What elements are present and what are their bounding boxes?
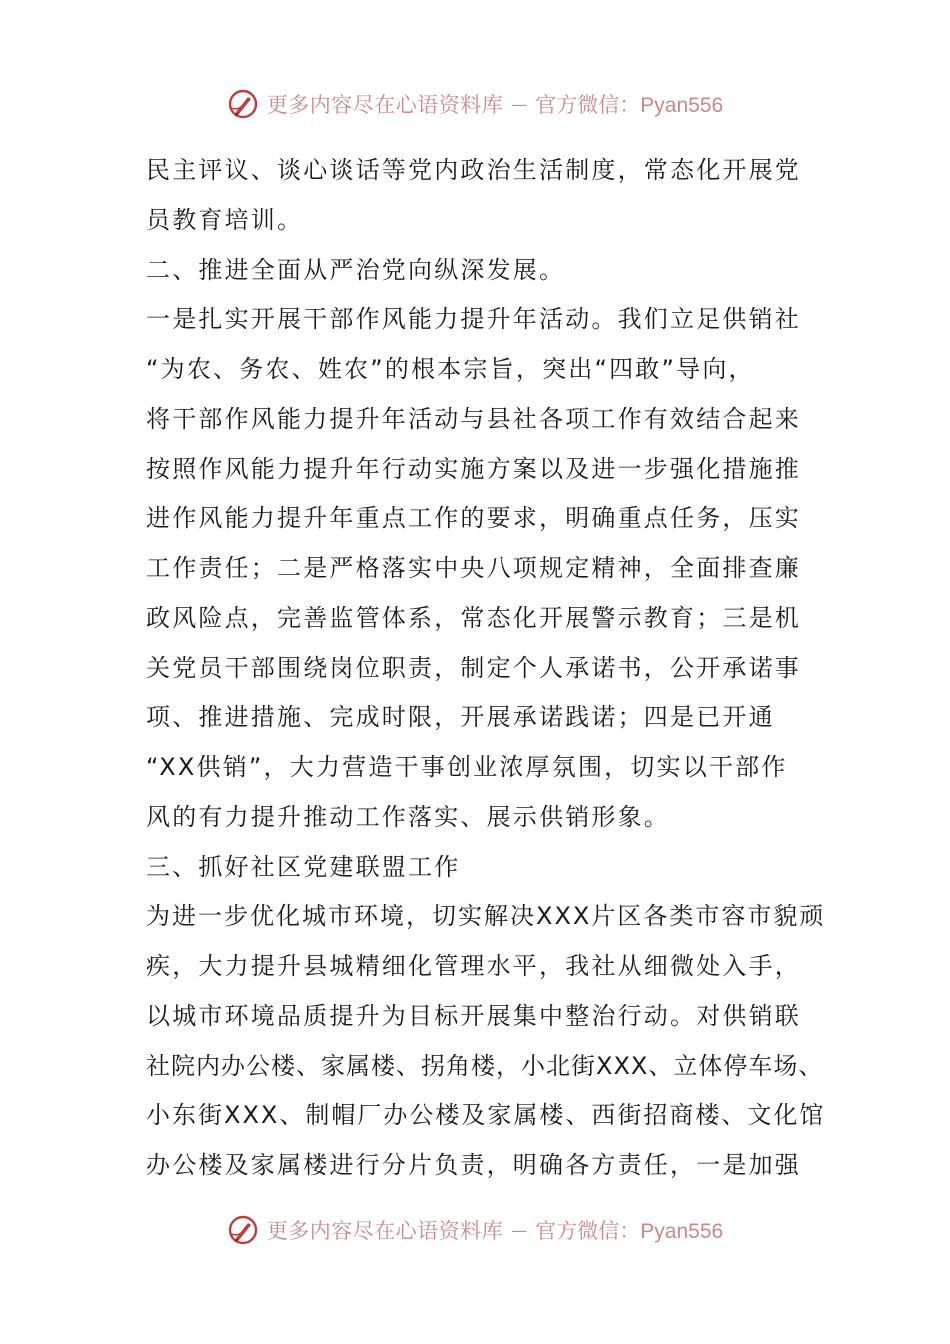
text-line: 以城市环境品质提升为目标开展集中整治行动。对供销联 xyxy=(146,1001,801,1030)
text-line: 为进一步优化城市环境，切实解决XXX片区各类市容市貌顽 xyxy=(146,902,826,931)
text-line: 办公楼及家属楼进行分片负责，明确各方责任，一是加强 xyxy=(146,1151,801,1179)
text-line: 民主评议、谈心谈话等党内政治生活制度，常态化开展党 xyxy=(146,156,801,184)
text-line: 政风险点，完善监管体系，常态化开展警示教育；三是机 xyxy=(146,603,801,632)
banner-text: 更多内容尽在心语资料库 xyxy=(266,93,504,117)
text-line: 工作责任；二是严格落实中央八项规定精神，全面排查廉 xyxy=(146,554,801,582)
text-line: 将干部作风能力提升年活动与县社各项工作有效结合起来 xyxy=(146,404,801,433)
text-line: 小东街XXX、制帽厂办公楼及家属楼、西街招商楼、文化馆 xyxy=(146,1101,826,1130)
banner-text: 更多内容尽在心语资料库 xyxy=(266,1219,504,1243)
text-line: “为农、务农、姓农”的根本宗旨，突出“四敢”导向， xyxy=(146,355,755,383)
pen-circle-logo-icon xyxy=(227,88,259,120)
section-heading: 三、抓好社区党建联盟工作 xyxy=(146,852,461,881)
text-line: 员教育培训。 xyxy=(146,205,304,234)
text-line: 一是扎实开展干部作风能力提升年活动。我们立足供销社 xyxy=(146,305,801,334)
text-line: 社院内办公楼、家属楼、拐角楼，小北街XXX、立体停车场、 xyxy=(146,1051,824,1080)
header-banner xyxy=(0,84,950,124)
text-line: 进作风能力提升年重点工作的要求，明确重点任务，压实 xyxy=(146,504,801,533)
document-body xyxy=(146,146,826,1191)
text-line: “XX供销”，大力营造干事创业浓厚氛围，切实以干部作 xyxy=(146,753,788,781)
banner-separator: — xyxy=(511,1220,528,1240)
section-heading: 二、推进全面从严治党向纵深发展。 xyxy=(146,255,566,284)
text-line: 按照作风能力提升年行动实施方案以及进一步强化措施推 xyxy=(146,454,801,483)
footer-banner xyxy=(0,1210,950,1250)
pen-circle-logo-icon xyxy=(227,1214,259,1246)
banner-separator: — xyxy=(511,94,528,114)
text-line: 关党员干部围绕岗位职责，制定个人承诺书，公开承诺事 xyxy=(146,653,801,682)
banner-contact: 官方微信：Pyan556 xyxy=(535,1220,724,1243)
text-line: 风的有力提升推动工作落实、展示供销形象。 xyxy=(146,802,670,831)
text-line: 项、推进措施、完成时限，开展承诺践诺；四是已开通 xyxy=(146,703,775,732)
banner-contact: 官方微信：Pyan556 xyxy=(535,94,724,117)
text-line: 疾，大力提升县城精细化管理水平，我社从细微处入手， xyxy=(146,952,801,980)
